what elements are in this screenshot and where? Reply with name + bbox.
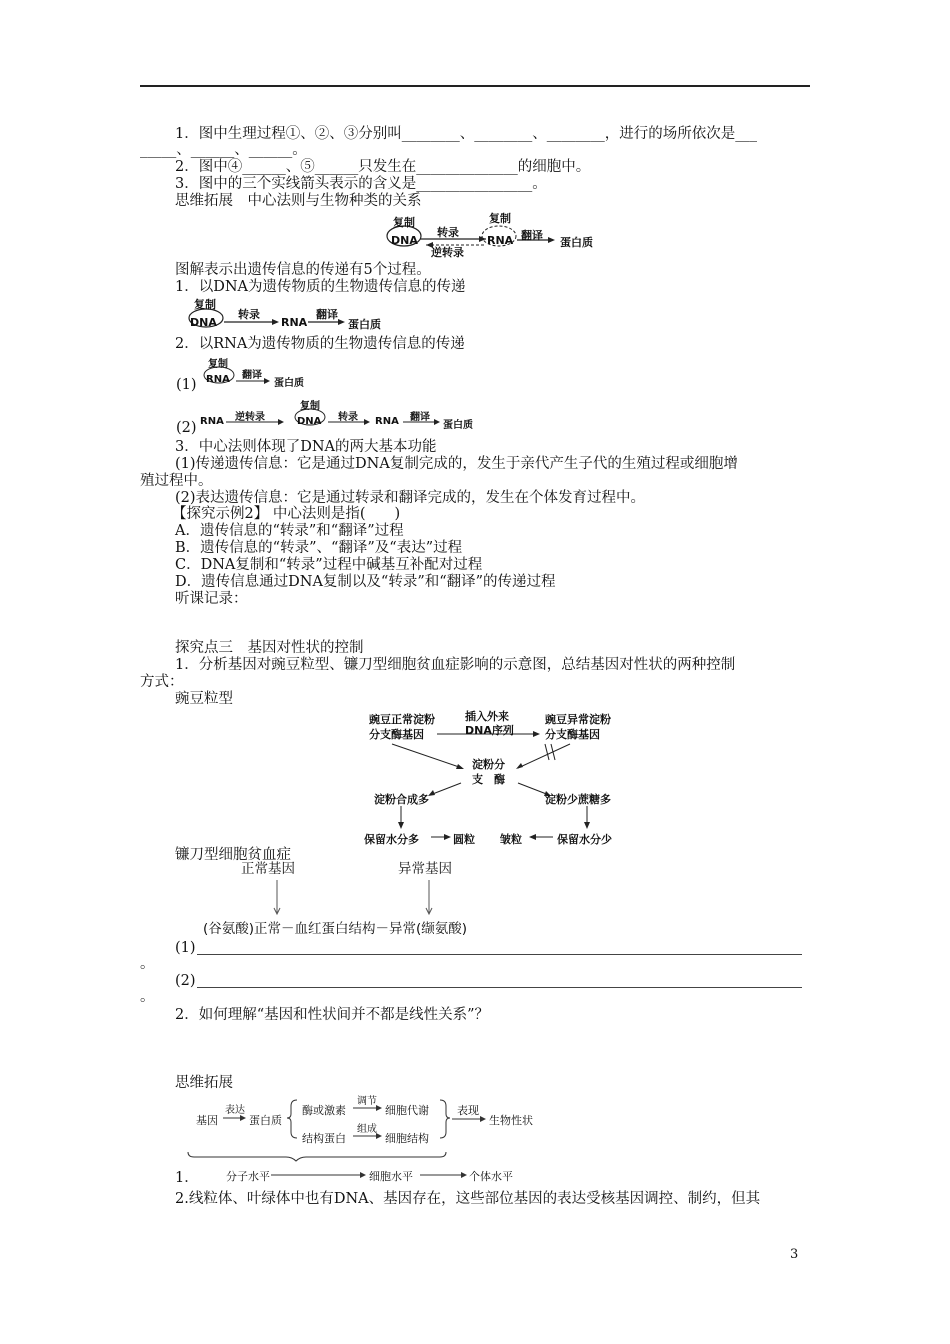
pea-water-more: 保留水分多 <box>364 833 419 846</box>
sickle-bottom-line: (谷氨酸)正常－血红蛋白结构－异常(缬氨酸) <box>203 921 468 937</box>
answer-1-period: 。 <box>140 956 155 972</box>
rna1-translate: 翻译 <box>242 370 262 381</box>
example-stem: 【探究示例2】 中心法则是指( ) <box>172 506 401 522</box>
dna1-transcribe: 转录 <box>238 308 260 321</box>
pea-round: 圆粒 <box>453 833 475 846</box>
pea-label: 豌豆粒型 <box>175 691 233 707</box>
extension-title: 思维拓展 中心法则与生物种类的关系 <box>175 193 422 209</box>
pea-normal-gene-2: 分支酶基因 <box>369 728 424 741</box>
ext-metabolism: 细胞代谢 <box>385 1104 429 1117</box>
ext-compose: 组成 <box>357 1124 377 1135</box>
section3-q1-line-2: 方式： <box>140 674 184 690</box>
sickle-abnormal-gene: 异常基因 <box>398 861 452 877</box>
option-b: B．遗传信息的“转录”、“翻译”及“表达”过程 <box>175 540 463 556</box>
dna1-replicate: 复制 <box>194 298 216 311</box>
cd-rna: RNA <box>487 234 514 247</box>
rna2-protein: 蛋白质 <box>443 420 473 431</box>
pea-starch-less: 淀粉少蔗糖多 <box>545 793 611 806</box>
rna2-replicate: 复制 <box>300 401 320 412</box>
dna1-translate: 翻译 <box>316 308 338 321</box>
ext-cell-struct: 细胞结构 <box>385 1132 429 1145</box>
sickle-label: 镰刀型细胞贫血症 <box>175 847 291 863</box>
rna1-rna: RNA <box>206 374 230 385</box>
notes-label: 听课记录： <box>175 591 248 607</box>
pea-insert-2: DNA序列 <box>465 724 514 737</box>
question-3: 3．图中的三个实线箭头表示的含义是________________。 <box>175 176 547 192</box>
body-p5-line-2: 殖过程中。 <box>140 473 213 489</box>
question-1-line-2: _____、______、______。 <box>140 142 307 158</box>
rna1-replicate: 复制 <box>208 359 228 370</box>
ext-trait: 生物性状 <box>489 1114 533 1127</box>
ext-express: 表达 <box>225 1105 245 1116</box>
cd-protein: 蛋白质 <box>560 236 593 249</box>
dna1-dna: DNA <box>190 316 217 329</box>
cd-replicate-1: 复制 <box>393 216 415 229</box>
rna2-rna-2: RNA <box>375 416 399 427</box>
ext-gene: 基因 <box>196 1114 218 1127</box>
pea-wrinkled: 皱粒 <box>500 833 522 846</box>
ext-cell-level: 细胞水平 <box>369 1170 413 1183</box>
answer-2-marker: (2) <box>175 973 196 989</box>
cd-replicate-2: 复制 <box>489 212 511 225</box>
ext-item-2: 2.线粒体、叶绿体中也有DNA、基因存在，这些部位基因的表达受核基因调控、制约，但其 <box>175 1191 761 1207</box>
cd-reverse: 逆转录 <box>431 246 464 259</box>
question-1-line-1: 1．图中生理过程①、②、③分别叫________、________、________，进行的场所依次是___ <box>175 126 757 142</box>
rna2-marker: (2) <box>176 420 197 436</box>
ext-enzyme: 酶或激素 <box>302 1104 346 1117</box>
dna1-rna: RNA <box>281 316 308 329</box>
rna2-dna: DNA <box>297 416 322 427</box>
section3-q1-line-1: 1．分析基因对豌豆粒型、镰刀型细胞贫血症影响的示意图，总结基因对性状的两种控制 <box>175 657 736 673</box>
cd-translate: 翻译 <box>521 229 543 242</box>
pea-enzyme-1: 淀粉分 <box>472 758 505 771</box>
cd-dna: DNA <box>391 234 418 247</box>
pea-normal-gene-1: 豌豆正常淀粉 <box>369 713 435 726</box>
extension-label: 思维拓展 <box>175 1075 233 1091</box>
section3-title: 探究点三 基因对性状的控制 <box>175 640 364 656</box>
body-p2: 1．以DNA为遗传物质的生物遗传信息的传递 <box>175 279 466 295</box>
answer-2-period: 。 <box>140 989 155 1005</box>
rna2-reverse: 逆转录 <box>235 412 265 423</box>
question-2: 2．图中④______、⑤______只发生在______________的细胞中。 <box>175 159 591 175</box>
ext-item-1-marker: 1． <box>175 1170 199 1186</box>
body-p4: 3．中心法则体现了DNA的两大基本功能 <box>175 439 437 455</box>
ext-mol-level: 分子水平 <box>226 1170 270 1183</box>
sickle-normal-gene: 正常基因 <box>241 861 295 877</box>
body-p3: 2．以RNA为遗传物质的生物遗传信息的传递 <box>175 336 465 352</box>
rna2-transcribe: 转录 <box>338 412 358 423</box>
cd-transcribe: 转录 <box>437 226 459 239</box>
page-number: 3 <box>790 1247 799 1262</box>
option-a: A．遗传信息的“转录”和“翻译”过程 <box>175 523 404 539</box>
ext-show: 表现 <box>457 1104 479 1117</box>
answer-1-marker: (1) <box>175 940 196 956</box>
pea-water-less: 保留水分少 <box>557 833 612 846</box>
option-c: C．DNA复制和“转录”过程中碱基互补配对过程 <box>175 557 483 573</box>
rna2-rna-1: RNA <box>200 416 224 427</box>
pea-starch-more: 淀粉合成多 <box>374 793 429 806</box>
ext-regulate: 调节 <box>357 1096 377 1107</box>
option-d: D．遗传信息通过DNA复制以及“转录”和“翻译”的传递过程 <box>175 574 556 590</box>
rna1-marker: (1) <box>176 377 197 393</box>
rna1-protein: 蛋白质 <box>274 378 304 389</box>
pea-abnormal-gene-2: 分支酶基因 <box>545 728 600 741</box>
ext-protein: 蛋白质 <box>249 1114 282 1127</box>
body-p5-line-1: (1)传递遗传信息：它是通过DNA复制完成的，发生于亲代产生子代的生殖过程或细胞增 <box>175 456 738 472</box>
dna1-protein: 蛋白质 <box>348 318 381 331</box>
body-p6: (2)表达遗传信息：它是通过转录和翻译完成的，发生在个体发育过程中。 <box>175 490 646 506</box>
rna2-translate: 翻译 <box>410 412 430 423</box>
pea-enzyme-2: 支 酶 <box>472 773 505 786</box>
ext-ind-level: 个体水平 <box>469 1170 513 1183</box>
body-p1: 图解表示出遗传信息的传递有5个过程。 <box>175 262 431 278</box>
section3-q2: 2．如何理解“基因和性状间并不都是线性关系”？ <box>175 1007 490 1023</box>
pea-abnormal-gene-1: 豌豆异常淀粉 <box>545 713 611 726</box>
pea-insert-1: 插入外来 <box>465 710 509 723</box>
ext-struct-protein: 结构蛋白 <box>302 1132 346 1145</box>
